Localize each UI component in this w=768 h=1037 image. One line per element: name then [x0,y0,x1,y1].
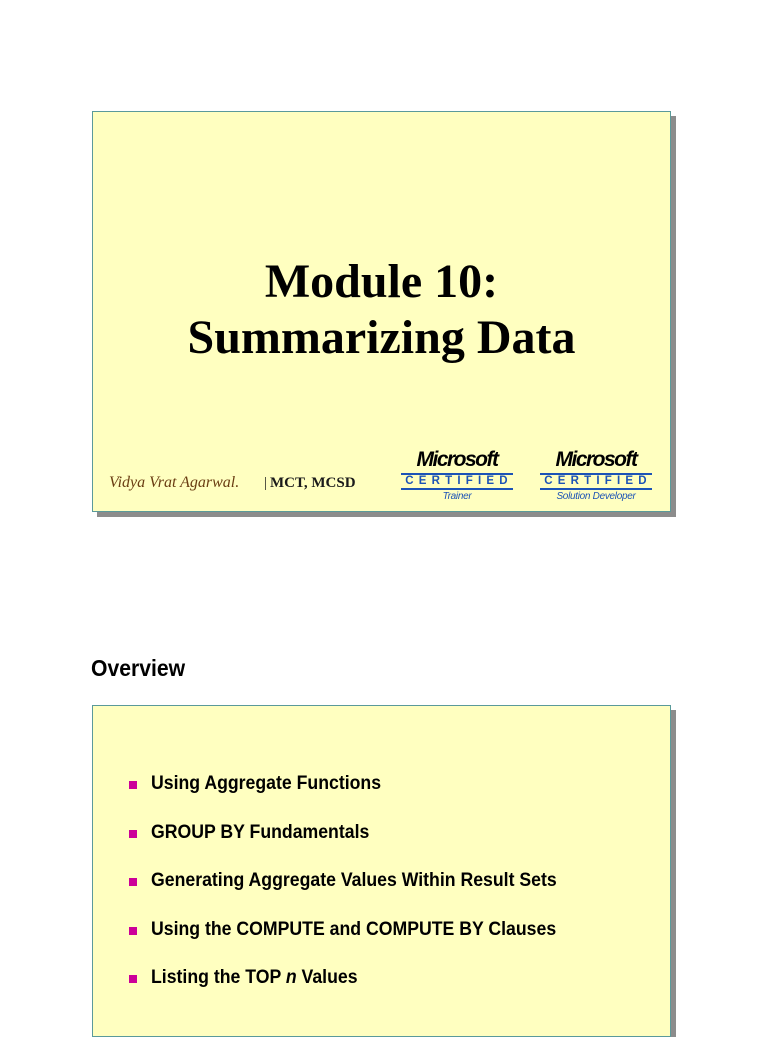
title-slide [92,111,671,512]
bullet-square-icon [129,975,137,983]
title-line-2: Summarizing Data [187,311,576,364]
bullet-square-icon [129,781,137,789]
logo-subtitle: Trainer [442,491,472,502]
bullet-list [129,772,587,1015]
author-credentials [264,475,356,492]
bullet-item: GROUP BY Fundamentals [129,821,587,870]
bullet-item: Listing the TOP n Values [129,966,587,1015]
logo-subtitle: Solution Developer [556,491,636,502]
bullet-square-icon [129,927,137,935]
logo-certified: CERTIFIED [401,473,513,490]
credentials-text: MCT, MCSD [270,475,356,491]
bullet-item: Generating Aggregate Values Within Result Sets [129,869,587,918]
bullet-square-icon [129,830,137,838]
logo-certified: CERTIFIED [540,473,652,490]
logo-brand: Microsoft [416,448,498,471]
microsoft-certified-trainer-logo [398,449,516,502]
slide-title [93,254,670,366]
author-signature: Vidya Vrat Agarwal. [109,474,240,491]
overview-slide [92,705,671,1037]
overview-heading: Overview [91,655,186,681]
logo-brand: Microsoft [555,448,637,471]
microsoft-certified-solution-developer-logo [537,449,655,502]
bullet-item: Using Aggregate Functions [129,772,587,821]
bullet-square-icon [129,878,137,886]
credentials-separator: | [264,475,268,491]
bullet-item: Using the COMPUTE and COMPUTE BY Clauses [129,918,587,967]
title-line-1: Module 10: [264,255,499,308]
